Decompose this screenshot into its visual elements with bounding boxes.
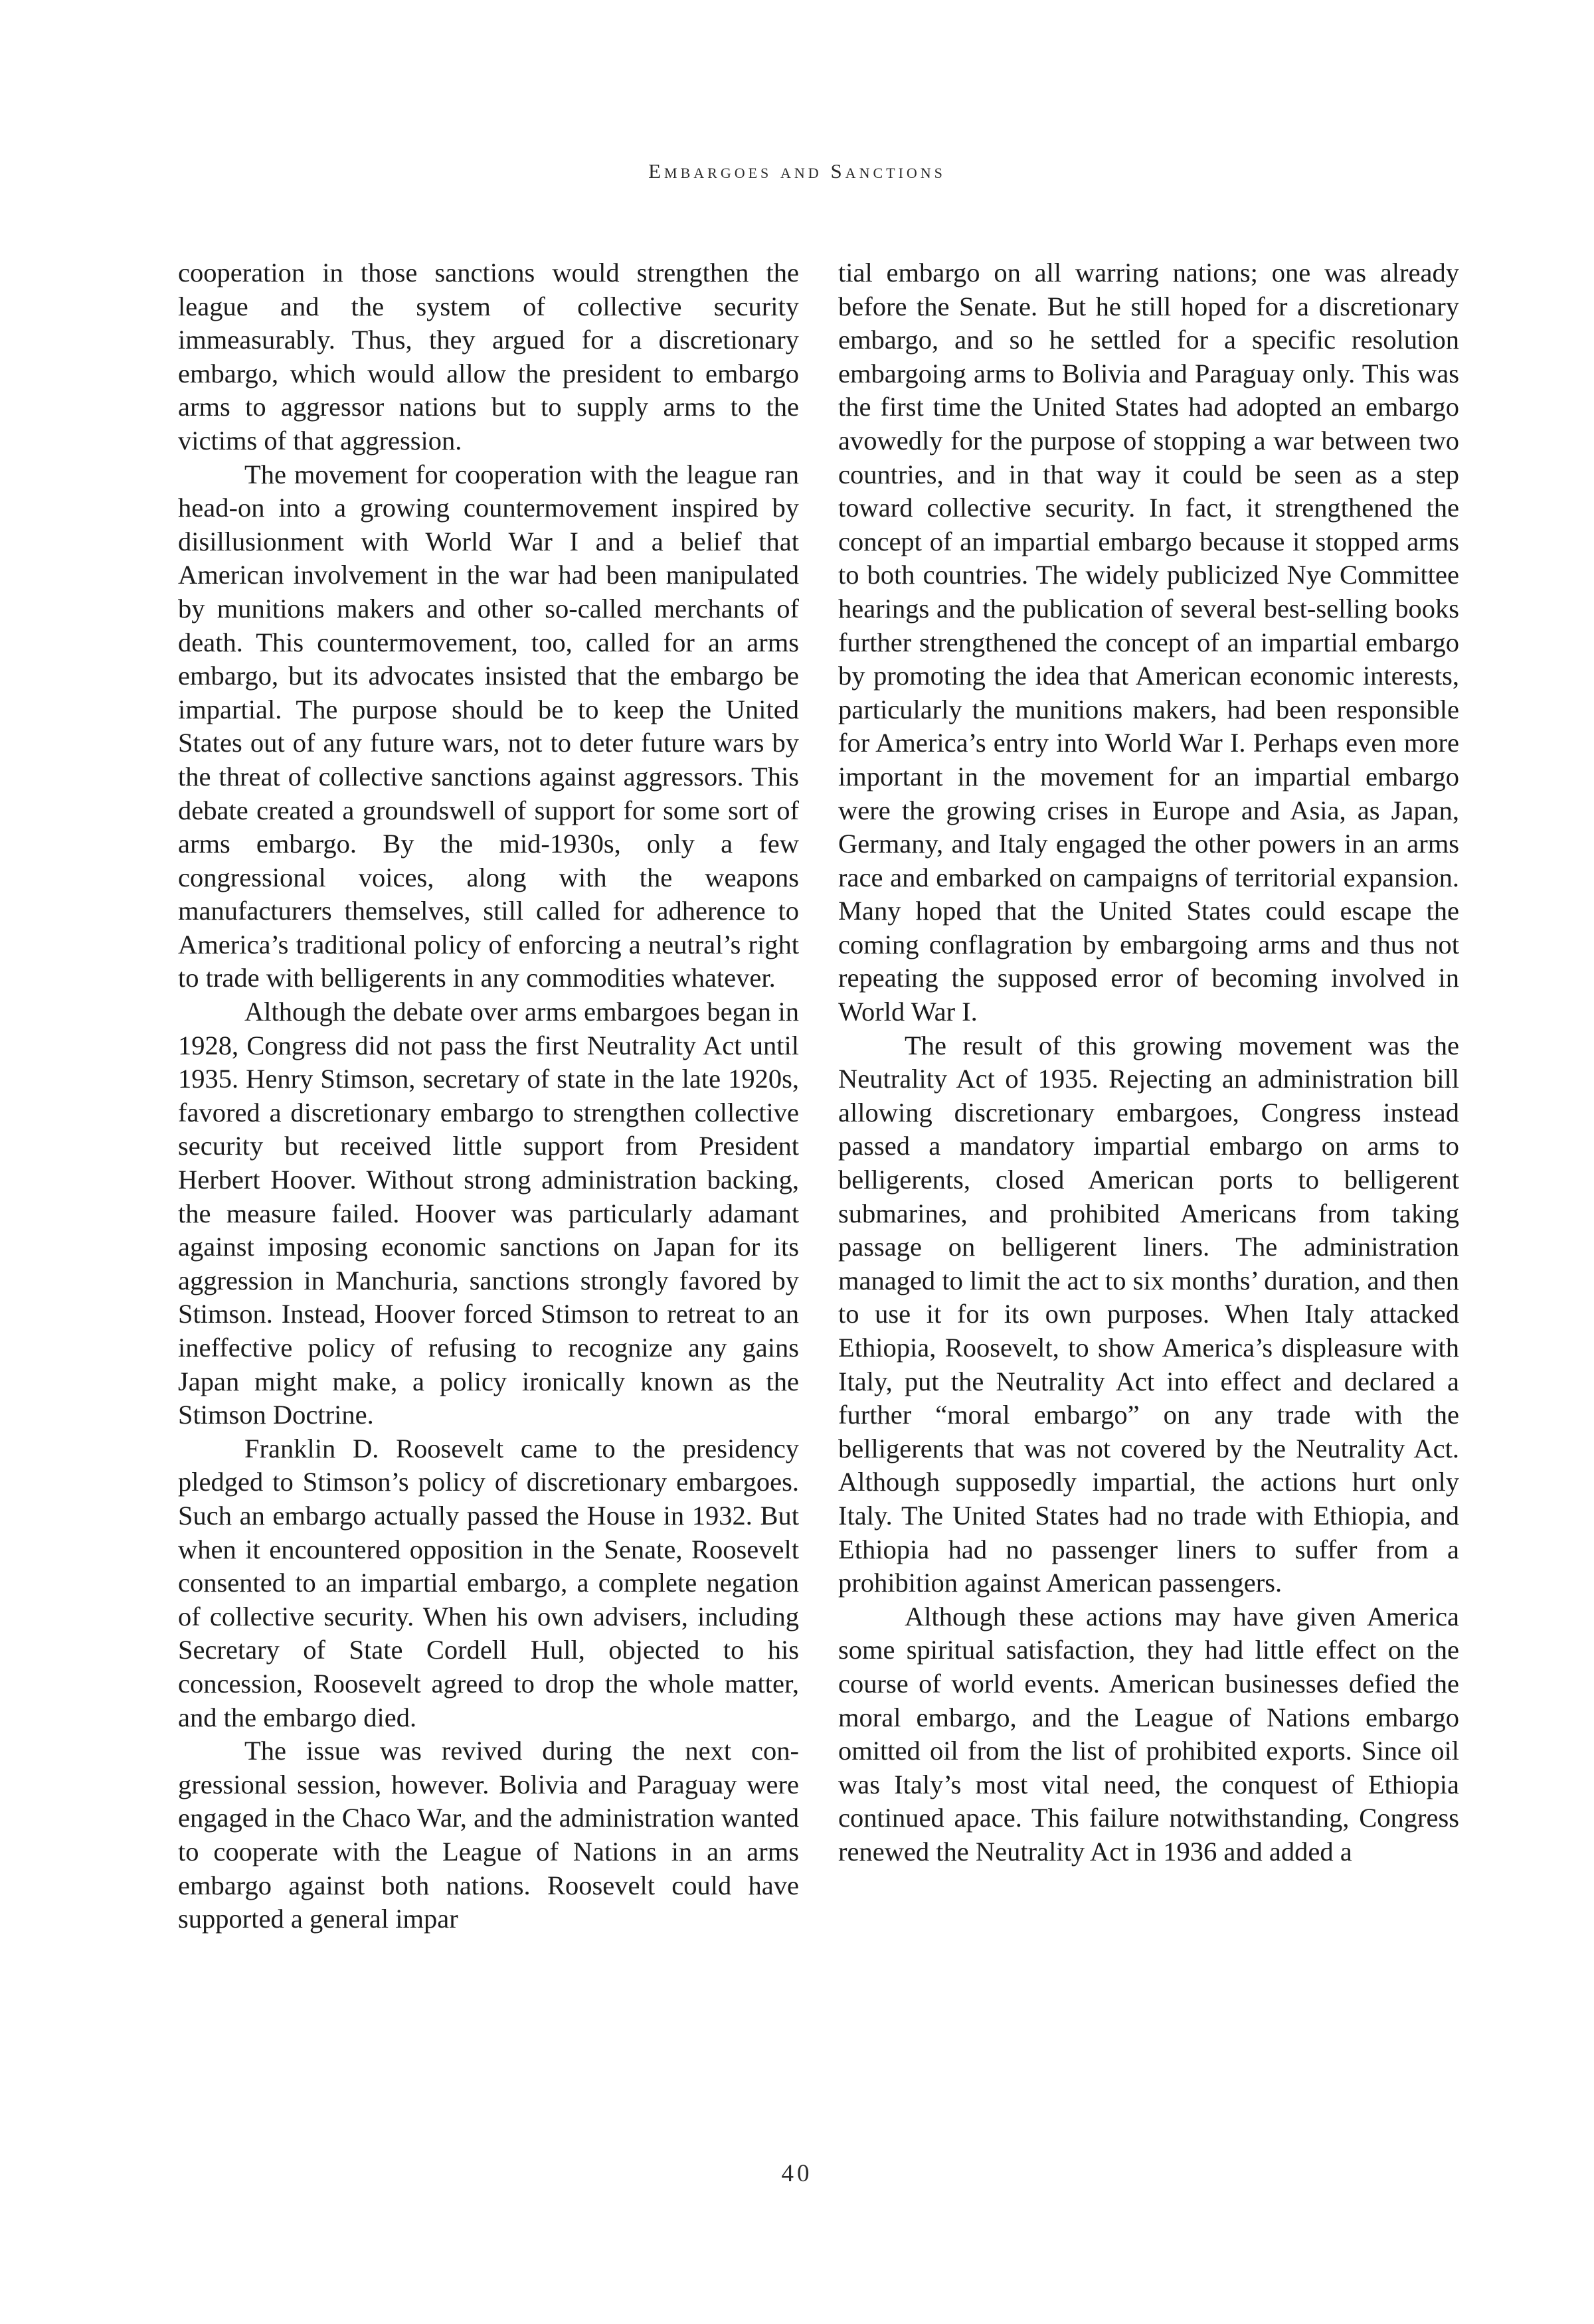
running-header: Embargoes and Sanctions [648,159,946,183]
paragraph: The result of this growing movement was the Neutrality Act of 1935. Rejecting an administration bill allowing discretionary embargoes, Congress instead passed a mandatory impartial embargo on arms to belligerents, closed American ports to belligerent submarines, and prohibited Americans from taking passage on belligerent liners. The administration managed to limit the act to six months’ duration, and then to use it for its own purposes. When Italy attacked Ethiopia, Roosevelt, to show America’s displeasure with Italy, put the Neutrality Act into effect and declared a further “moral embargo” on any trade with the belligerents that was not covered by the Neutrality Act. Although supposedly impartial, the actions hurt only Italy. The United States had no trade with Ethiopia, and Ethiopia had no passenger liners to suffer from a prohibition against American passengers. [838,1030,1459,1598]
paragraph: Franklin D. Roosevelt came to the presidency pledged to Stimson’s policy of discretionary embargoes. Such an embargo actually passed the House in 1932. But when it encountered opposition in the Senate, Roosevelt consented to an impartial embargo, a complete negation of collective security. When his own advisers, including Secretary of State Cordell Hull, objected to his concession, Roosevelt agreed to drop the whole matter, and the embargo died. [178,1433,799,1732]
paragraph: Although the debate over arms embargoes began in 1928, Congress did not pass the first Neutrality Act until 1935. Henry Stimson, secretary of state in the late 1920s, favored a discretionary embargo to strengthen collective security but received little support from President Herbert Hoover. Without strong administration backing, the measure failed. Hoover was particularly adamant against imposing economic sanctions on Japan for its aggression in Manchuria, sanctions strongly favored by Stimson. Instead, Hoover forced Stimson to retreat to an ineffective policy of refusing to recognize any gains Japan might make, a policy ironically known as the Stimson Doctrine. [178,997,799,1430]
paragraph: cooperation in those sanctions would strengthen the league and the system of collective security immeasurably. Thus, they argued for a discretionary embargo, which would allow the president to embargo arms to aggressor nations but to supply arms to the victims of that aggression. [178,258,799,456]
right-column [838,256,1459,1869]
paragraph: tial embargo on all warring nations; one was already before the Senate. But he still hoped for a discretionary embargo, and so he settled for a specific resolution embargoing arms to Bolivia and Paraguay only. This was the first time the United States had adopted an embargo avowedly for the purpose of stopping a war between two countries, and in that way it could be seen as a step toward collective security. In fact, it strengthened the concept of an impartial embargo because it stopped arms to both countries. The widely publicized Nye Committee hearings and the publication of several best-selling books further strengthened the concept of an impartial embargo by promoting the idea that American economic interests, particularly the munitions makers, had been responsible for America’s entry into World War I. Perhaps even more important in the movement for an impartial embargo were the growing crises in Europe and Asia, as Japan, Germany, and Italy engaged the other powers in an arms race and embarked on campaigns of territorial expansion. Many hoped that the United States could escape the coming conflagration by embargoing arms and thus not repeating the supposed error of becoming involved in World War I. [838,258,1459,1027]
left-column [178,256,799,1936]
paragraph: Although these actions may have given America some spiritual satisfaction, they had little effect on the course of world events. American businesses defied the moral embargo, and the League of Nations embargo omitted oil from the list of prohibited exports. Since oil was Italy’s most vital need, the conquest of Ethiopia continued apace. This failure notwithstanding, Congress renewed the Neutrality Act in 1936 and added a [838,1601,1459,1867]
paragraph: The issue was revived during the next congressional session, however. Bolivia and Paraguay were engaged in the Chaco War, and the administration wanted to cooperate with the League of Nations in an arms embargo against both nations. Roosevelt could have supported a general impar [178,1736,799,1934]
paragraph: The movement for cooperation with the league ran head-on into a growing countermovement inspired by disillusionment with World War I and a belief that American involvement in the war had been manipulated by munitions makers and other so-called merchants of death. This countermovement, too, called for an arms embargo, but its advocates insisted that the embargo be impartial. The purpose should be to keep the United States out of any future wars, not to deter future wars by the threat of collective sanctions against aggressors. This debate created a groundswell of support for some sort of arms embargo. By the mid-1930s, only a few congressional voices, along with the weapons manufacturers themselves, still called for adherence to America’s traditional policy of enforcing a neutral’s right to trade with belligerents in any commodities whatever. [178,459,799,993]
page-number: 40 [781,2160,813,2187]
